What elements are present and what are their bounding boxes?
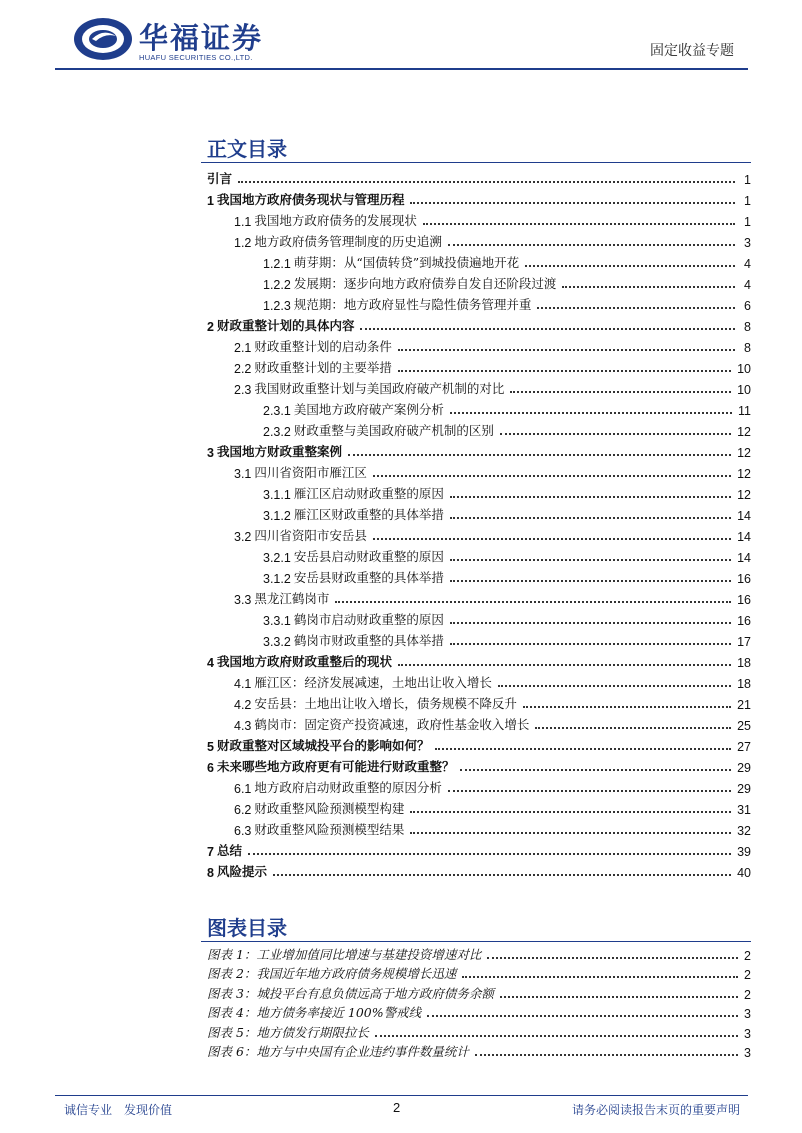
dot-leader — [375, 1034, 738, 1037]
dot-leader — [238, 180, 735, 183]
toc-entry-page: 11 — [738, 404, 751, 418]
toc-entry-text: 发展期：逐步向地方政府债券自发自还阶段过渡 — [293, 276, 557, 291]
toc-entry-number: 4.1 — [234, 677, 252, 691]
toc-entry-text: 财政重整计划的具体内容 — [216, 318, 355, 333]
figure-entry[interactable] — [201, 982, 751, 1002]
toc-entry-text: 财政重整计划的启动条件 — [254, 339, 392, 354]
toc-entry-page: 27 — [737, 740, 751, 754]
footer-slogan: 诚信专业 发现价值 — [64, 1103, 173, 1117]
toc-entry[interactable] — [201, 670, 751, 691]
toc-entry[interactable] — [201, 523, 751, 544]
toc-entry-text: 我国地方政府债务现状与管理历程 — [216, 192, 405, 207]
toc-entry-page: 18 — [737, 677, 751, 691]
page-number: 2 — [393, 1100, 401, 1115]
footer-divider — [55, 1095, 748, 1096]
toc-entry-number: 3.3.1 — [263, 614, 291, 628]
toc-entry-number: 4.3 — [234, 719, 252, 733]
toc-entry[interactable] — [201, 796, 751, 817]
dot-leader — [373, 474, 731, 477]
figure-entry[interactable] — [201, 963, 751, 983]
toc-entry-text: 安岳县财政重整的具体举措 — [293, 570, 444, 585]
toc-entry-number: 3.2 — [234, 530, 252, 544]
toc-entry-number: 4 — [207, 656, 214, 670]
dot-leader — [348, 453, 731, 456]
dot-leader — [462, 975, 738, 978]
toc-entry[interactable] — [201, 187, 751, 208]
toc-entry-page: 39 — [737, 845, 751, 859]
toc-entry[interactable] — [201, 544, 751, 565]
toc-entry-text: 风险提示 — [216, 864, 267, 879]
toc-entry-page: 3 — [744, 236, 751, 250]
toc-entry-text: 安岳县：土地出让收入增长，债务规模不降反升 — [254, 696, 517, 711]
dot-leader — [450, 411, 732, 414]
toc-entry-text: 财政重整与美国政府破产机制的区别 — [293, 423, 494, 438]
toc-entry-text: 雁江区启动财政重整的原因 — [293, 486, 444, 501]
toc-entry[interactable] — [201, 607, 751, 628]
toc-entry-number: 6.3 — [234, 824, 252, 838]
toc-entry-page: 29 — [737, 761, 751, 775]
toc-entry-page: 32 — [737, 824, 751, 838]
toc-entry-text: 地方政府启动财政重整的原因分析 — [254, 780, 442, 795]
footer-disclaimer: 请务必阅读报告末页的重要声明 — [571, 1103, 740, 1117]
toc-entry-number: 3.3 — [234, 593, 252, 607]
toc-entry-page: 40 — [737, 866, 751, 880]
toc-entry-number: 2.3.2 — [263, 425, 291, 439]
figure-entry-text: 图表 5：地方债发行期限拉长 — [207, 1024, 369, 1040]
figure-entry[interactable] — [201, 1002, 751, 1022]
toc-entry-page: 4 — [744, 257, 751, 271]
figure-entry-page: 2 — [744, 968, 751, 982]
toc-entry-number: 5 — [207, 740, 214, 754]
toc-entry-page: 21 — [737, 698, 751, 712]
dot-leader — [500, 995, 738, 998]
dot-leader — [460, 768, 731, 771]
dot-leader — [450, 579, 731, 582]
toc-entry[interactable] — [201, 292, 751, 313]
toc-entry-page: 18 — [737, 656, 751, 670]
toc-entry-page: 16 — [737, 593, 751, 607]
toc-entry[interactable] — [201, 439, 751, 460]
toc-entry-page: 12 — [737, 446, 751, 460]
toc-entry-page: 16 — [737, 614, 751, 628]
toc-entry-text: 我国地方财政重整案例 — [216, 444, 342, 459]
toc-entry-number: 1.2.1 — [263, 257, 291, 271]
toc-entry-number: 2.2 — [234, 362, 252, 376]
toc-entry-text: 萌芽期：从“国债转贷”到城投债遍地开花 — [293, 255, 520, 270]
dot-leader — [537, 306, 735, 309]
figure-entry-page: 2 — [744, 948, 751, 963]
dot-leader — [423, 222, 735, 225]
toc-entry-text: 美国地方政府破产案例分析 — [293, 402, 444, 417]
toc-entry-number: 1.1 — [234, 215, 252, 229]
toc-entry-page: 8 — [744, 341, 751, 355]
dot-leader — [398, 348, 735, 351]
toc-entry-page: 14 — [737, 509, 751, 523]
dot-leader — [535, 726, 731, 729]
toc-entry-text: 规范期：地方政府显性与隐性债务管理并重 — [293, 297, 532, 312]
figure-entry-text: 图表 2：我国近年地方政府债务规模增长迅速 — [207, 966, 457, 981]
toc-entry[interactable] — [201, 271, 751, 292]
toc-entry-page: 1 — [744, 194, 751, 208]
toc-entry-text: 鹤岗市启动财政重整的原因 — [293, 612, 444, 627]
dot-leader — [450, 516, 731, 519]
toc-entry-text: 我国地方政府债务的发展现状 — [254, 213, 417, 228]
toc-entry[interactable] — [201, 754, 751, 775]
toc-entry[interactable] — [201, 859, 751, 880]
toc-entry-text: 地方政府债务管理制度的历史追溯 — [254, 234, 442, 249]
brand-name-cn: 华福证券 — [139, 21, 264, 55]
toc-entry-number: 3.1.1 — [263, 488, 291, 502]
toc-entry-number: 3.1.2 — [263, 509, 291, 523]
toc-entry-page: 8 — [744, 320, 751, 334]
dot-leader — [500, 432, 731, 435]
toc-entry-text: 鹤岗市财政重整的具体举措 — [293, 633, 444, 648]
figure-entry-page: 2 — [744, 987, 751, 1002]
toc-entry[interactable] — [201, 649, 751, 670]
figure-entry[interactable] — [201, 1021, 751, 1041]
toc-entry-text: 黑龙江鹤岗市 — [254, 591, 330, 606]
toc-entry-number: 7 — [207, 845, 214, 859]
toc-entry[interactable] — [201, 481, 751, 502]
dot-leader — [410, 201, 735, 204]
dot-leader — [450, 558, 731, 561]
toc-entry-text: 财政重整风险预测模型结果 — [254, 822, 405, 837]
dot-leader — [525, 264, 735, 267]
figures-title: 图表目录 — [207, 916, 287, 940]
toc-entry[interactable] — [201, 397, 751, 418]
figures-title-divider — [201, 941, 751, 942]
toc-entry-page: 17 — [737, 635, 751, 649]
toc-entry[interactable] — [201, 775, 751, 796]
dot-leader — [450, 621, 731, 624]
toc-entry-page: 1 — [744, 215, 751, 229]
toc-entry[interactable] — [201, 628, 751, 649]
toc-entry-text: 财政重整计划的主要举措 — [254, 360, 392, 375]
toc-entry-text: 总结 — [216, 843, 242, 858]
toc-entry-page: 16 — [737, 572, 751, 586]
toc-entry-text: 雁江区财政重整的具体举措 — [293, 507, 444, 522]
toc-entry-page: 25 — [737, 719, 751, 733]
dot-leader — [448, 789, 731, 792]
toc-entry-number: 1 — [207, 194, 214, 208]
toc-entry[interactable] — [201, 586, 751, 607]
toc-entry-number: 3.1 — [234, 467, 252, 481]
toc-entry[interactable] — [201, 376, 751, 397]
toc-title-divider — [201, 162, 751, 163]
figure-entry[interactable] — [201, 1041, 751, 1061]
toc-entry-page: 12 — [737, 425, 751, 439]
toc-entry-page: 6 — [744, 299, 751, 313]
toc-entry-text: 鹤岗市：固定资产投资减速，政府性基金收入增长 — [254, 717, 530, 732]
toc-entry-number: 3 — [207, 446, 214, 460]
toc-entry-page: 1 — [744, 173, 751, 187]
toc-entry-page: 10 — [737, 383, 751, 397]
toc-entry[interactable] — [201, 355, 751, 376]
toc-entry-number: 3.1.2 — [263, 572, 291, 586]
toc-entry-number: 4.2 — [234, 698, 252, 712]
toc-entry-text: 安岳县启动财政重整的原因 — [293, 549, 444, 564]
toc-entry-text: 我国财政重整计划与美国政府破产机制的对比 — [254, 381, 505, 396]
toc-entry-number: 2 — [207, 320, 214, 334]
toc-entry[interactable] — [201, 502, 751, 523]
toc-entry[interactable] — [201, 250, 751, 271]
figure-entry-text: 图表 4：地方债务率接近 100%警戒线 — [207, 1005, 422, 1020]
toc-entry-text: 我国地方政府财政重整后的现状 — [216, 654, 392, 669]
toc-entry[interactable] — [201, 838, 751, 859]
brand-name-en: HUAFU SECURITIES CO.,LTD. — [139, 53, 253, 62]
toc-entry[interactable] — [201, 817, 751, 838]
toc-entry-page: 10 — [737, 362, 751, 376]
toc-entry-text: 财政重整风险预测模型构建 — [254, 801, 405, 816]
dot-leader — [335, 600, 731, 603]
toc-entry-text: 引言 — [207, 171, 233, 186]
toc-entry-number: 3.3.2 — [263, 635, 291, 649]
toc-entry[interactable] — [201, 229, 751, 250]
dot-leader — [487, 956, 738, 959]
figure-entry-text: 图表 3：城投平台有息负债远高于地方政府债务余额 — [207, 985, 494, 1001]
huafu-logo-icon — [72, 16, 134, 62]
toc-entry-text: 财政重整对区域城投平台的影响如何？ — [216, 738, 430, 753]
toc-entry[interactable] — [201, 418, 751, 439]
figure-entry-text: 图表 6：地方与中央国有企业违约事件数量统计 — [207, 1044, 469, 1059]
dot-leader — [448, 243, 735, 246]
dot-leader — [248, 852, 731, 855]
toc-entry-number: 1.2.3 — [263, 299, 291, 313]
toc-entry-number: 1.2 — [234, 236, 252, 250]
section-label: 固定收益专题 — [650, 43, 734, 59]
toc-entry[interactable] — [201, 334, 751, 355]
toc-entry-number: 6.1 — [234, 782, 252, 796]
toc-entry-page: 12 — [737, 467, 751, 481]
toc-entry[interactable] — [201, 460, 751, 481]
toc-entry-text: 四川省资阳市安岳县 — [254, 528, 367, 543]
toc-entry-number: 1.2.2 — [263, 278, 291, 292]
page-header — [0, 0, 802, 80]
toc-entry-page: 14 — [737, 530, 751, 544]
dot-leader — [410, 831, 731, 834]
figure-entry-page: 3 — [744, 1007, 751, 1021]
dot-leader — [427, 1014, 738, 1017]
figure-entry-page: 3 — [744, 1046, 751, 1060]
toc-entry-page: 29 — [737, 782, 751, 796]
figure-entry[interactable] — [201, 943, 751, 963]
dot-leader — [562, 285, 735, 288]
toc-entry-page: 4 — [744, 278, 751, 292]
figure-list — [201, 943, 751, 1060]
dot-leader — [398, 663, 731, 666]
toc-entry[interactable] — [201, 313, 751, 334]
toc-entry-number: 2.1 — [234, 341, 252, 355]
dot-leader — [373, 537, 731, 540]
header-divider — [55, 68, 748, 70]
toc-entry-text: 四川省资阳市雁江区 — [254, 465, 367, 480]
dot-leader — [450, 495, 731, 498]
dot-leader — [410, 810, 731, 813]
toc-entry[interactable] — [201, 691, 751, 712]
dot-leader — [510, 390, 731, 393]
dot-leader — [475, 1053, 738, 1056]
toc-entry-page: 14 — [737, 551, 751, 565]
toc-entry[interactable] — [201, 565, 751, 586]
toc-entry[interactable] — [201, 733, 751, 754]
table-of-contents — [201, 166, 751, 880]
dot-leader — [273, 873, 731, 876]
toc-entry-text: 雁江区：经济发展减速，土地出让收入增长 — [254, 675, 492, 690]
dot-leader — [360, 327, 735, 330]
figure-entry-page: 3 — [744, 1026, 751, 1041]
toc-entry-number: 2.3 — [234, 383, 252, 397]
dot-leader — [523, 705, 731, 708]
toc-entry-number: 2.3.1 — [263, 404, 291, 418]
toc-entry-text: 未来哪些地方政府更有可能进行财政重整？ — [216, 759, 455, 774]
dot-leader — [435, 747, 731, 750]
toc-title: 正文目录 — [207, 137, 287, 161]
toc-entry-number: 8 — [207, 866, 214, 880]
toc-entry[interactable] — [201, 166, 751, 187]
toc-entry-page: 31 — [737, 803, 751, 817]
dot-leader — [498, 684, 731, 687]
dot-leader — [398, 369, 731, 372]
toc-entry-number: 3.2.1 — [263, 551, 291, 565]
figure-entry-text: 图表 1：工业增加值同比增速与基建投资增速对比 — [207, 946, 482, 962]
toc-entry[interactable] — [201, 208, 751, 229]
dot-leader — [450, 642, 731, 645]
toc-entry-number: 6 — [207, 761, 214, 775]
toc-entry-page: 12 — [737, 488, 751, 502]
toc-entry[interactable] — [201, 712, 751, 733]
toc-entry-number: 6.2 — [234, 803, 252, 817]
